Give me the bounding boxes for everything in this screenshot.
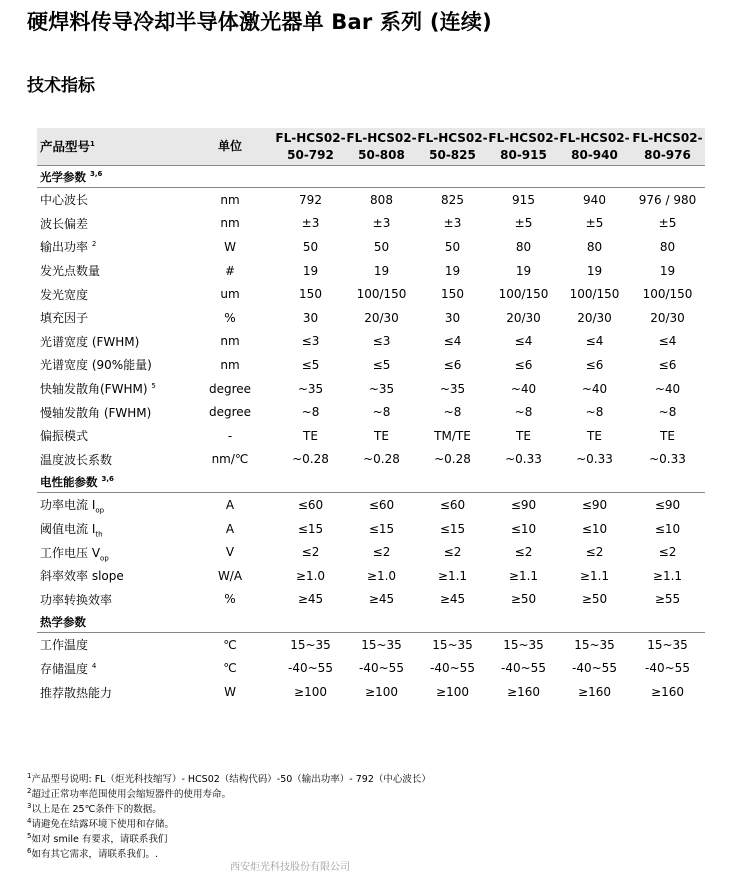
param-value: 100/150 — [498, 287, 549, 302]
param-name: 温度波长系数 — [40, 452, 113, 467]
param-value: 150 — [299, 287, 322, 302]
param-value: 808 — [370, 192, 393, 207]
param-value: ~35 — [297, 381, 324, 396]
param-value: ≥100 — [436, 685, 469, 700]
param-value: 20/30 — [577, 310, 612, 325]
param-value: ≤5 — [301, 357, 320, 372]
param-footnote: 4 — [91, 661, 97, 670]
param-value: ≤6 — [514, 357, 533, 372]
section-row — [37, 471, 705, 493]
param-value: TE — [374, 428, 389, 443]
param-value: ≤10 — [654, 521, 681, 536]
param-value: ≤6 — [585, 357, 604, 372]
model-code-line1: FL-HCS02- — [559, 130, 630, 145]
table-row — [37, 633, 705, 657]
param-value: 792 — [299, 192, 322, 207]
table-row — [37, 212, 705, 236]
param-value: ±5 — [585, 216, 604, 231]
footnote-text: 如对 smile 有要求，请联系我们 — [31, 834, 168, 845]
param-value: ≥160 — [507, 685, 540, 700]
model-code-line1: FL-HCS02- — [275, 130, 346, 145]
param-value: TE — [587, 428, 602, 443]
param-value: ~40 — [510, 381, 537, 396]
model-code-line2: 80-976 — [644, 147, 691, 162]
spec-table-header — [37, 128, 705, 166]
param-value: ≤10 — [510, 521, 537, 536]
param-value: ≤4 — [514, 334, 533, 349]
param-unit: W — [224, 239, 236, 254]
param-value: ~0.33 — [649, 452, 686, 467]
param-value: ~0.28 — [434, 452, 471, 467]
param-value: ~8 — [372, 405, 391, 420]
param-value: ≤90 — [581, 497, 608, 512]
param-value: 80 — [586, 239, 603, 254]
param-value: -40~55 — [572, 661, 617, 676]
param-value: ≤2 — [443, 545, 462, 560]
param-unit: ℃ — [223, 661, 237, 676]
param-name: 工作电压 $V_{op}$ — [40, 545, 109, 562]
header-model-5 — [559, 128, 630, 166]
model-code-line1: FL-HCS02- — [346, 130, 417, 145]
param-subscript: op — [100, 554, 109, 562]
param-value: ~8 — [443, 405, 462, 420]
footnote-line — [27, 817, 431, 832]
param-name: 斜率效率 slope — [40, 569, 124, 584]
param-value: ±3 — [372, 216, 391, 231]
section-heading-specs: 技术指标 — [27, 76, 95, 96]
param-value: 19 — [659, 263, 676, 278]
param-value: ≤10 — [581, 521, 608, 536]
spec-table — [37, 128, 705, 704]
param-unit: % — [224, 592, 236, 607]
table-row — [37, 259, 705, 283]
param-name: 光谱宽度 (FWHM) — [40, 334, 140, 349]
section-row — [37, 166, 705, 188]
param-value: ≥1.1 — [579, 568, 610, 583]
section-footnote: 3,6 — [90, 169, 103, 178]
param-value: -40~55 — [645, 661, 690, 676]
param-value: ≥55 — [654, 592, 681, 607]
model-code-line1: FL-HCS02- — [417, 130, 488, 145]
param-value: 976 / 980 — [638, 192, 697, 207]
param-name: 快轴发散角(FWHM) $^5$ — [40, 382, 156, 397]
header-model-3 — [417, 128, 488, 166]
param-value: 15~35 — [432, 637, 473, 652]
param-value: ±5 — [658, 216, 677, 231]
spec-table-body — [37, 166, 705, 704]
param-unit: A — [225, 497, 235, 512]
param-name: 功率电流 $I_{op}$ — [40, 498, 105, 515]
param-value: 15~35 — [361, 637, 402, 652]
table-row — [37, 353, 705, 377]
param-value: 19 — [515, 263, 532, 278]
table-row — [37, 588, 705, 612]
param-value: ≤15 — [297, 521, 324, 536]
param-unit: W/A — [217, 568, 243, 583]
table-row — [37, 448, 705, 472]
param-value: ~35 — [439, 381, 466, 396]
param-name: 中心波长 — [40, 193, 89, 208]
footnote-number: 3 — [27, 801, 32, 810]
param-value: ≤2 — [658, 545, 677, 560]
param-unit: - — [227, 428, 233, 443]
footnote-text: 以上是在 25℃条件下的数据。 — [31, 804, 162, 815]
footnote-line — [27, 802, 431, 817]
param-value: 30 — [302, 310, 319, 325]
param-value: ~0.33 — [505, 452, 542, 467]
param-unit: nm/℃ — [211, 452, 249, 467]
param-value: ±3 — [443, 216, 462, 231]
footnote-number: 2 — [27, 786, 32, 795]
footnote-number: 6 — [27, 846, 32, 855]
header-model-footnote: 1 — [90, 139, 95, 148]
param-value: ≤60 — [297, 497, 324, 512]
param-unit: degree — [208, 381, 252, 396]
param-unit: nm — [220, 192, 240, 207]
table-row — [37, 424, 705, 448]
param-unit: V — [225, 545, 235, 560]
param-unit: nm — [220, 357, 240, 372]
param-unit: degree — [208, 405, 252, 420]
param-value: 20/30 — [650, 310, 685, 325]
param-name: 存储温度 $^4$ — [40, 661, 97, 676]
param-value: 15~35 — [647, 637, 688, 652]
param-unit: nm — [220, 216, 240, 231]
param-name: 功率转换效率 — [40, 592, 113, 607]
model-code-line2: 50-792 — [287, 147, 334, 162]
param-name: 发光点数量 — [40, 264, 101, 279]
param-subscript: op — [95, 506, 105, 515]
param-value: 915 — [512, 192, 535, 207]
model-code-line2: 50-825 — [429, 147, 476, 162]
param-value: ≥100 — [365, 685, 398, 700]
footnote-line — [27, 772, 431, 787]
footnote-line — [27, 847, 431, 862]
footnote-line — [27, 832, 431, 847]
param-value: 15~35 — [503, 637, 544, 652]
table-row — [37, 564, 705, 588]
footnote-number: 4 — [27, 816, 32, 825]
param-value: ~0.33 — [576, 452, 613, 467]
table-row — [37, 282, 705, 306]
footnote-text: 请避免在结露环境下使用和存储。 — [31, 819, 174, 830]
param-value: ~0.28 — [292, 452, 329, 467]
param-value: ≥50 — [510, 592, 537, 607]
section-title: 热学参数 — [37, 611, 705, 633]
header-model-4 — [488, 128, 559, 166]
footnote-text: 如有其它需求，请联系我们。. — [31, 849, 158, 860]
header-unit-label: 单位 — [185, 128, 275, 166]
param-value: ≤2 — [514, 545, 533, 560]
table-row — [37, 400, 705, 424]
param-value: ≥160 — [578, 685, 611, 700]
section-title: 光学参数 $^{3,6}$ — [37, 166, 705, 188]
param-value: ≤3 — [301, 334, 320, 349]
param-value: 15~35 — [574, 637, 615, 652]
param-value: ≤90 — [510, 497, 537, 512]
param-value: ~8 — [658, 405, 677, 420]
param-value: 80 — [515, 239, 532, 254]
table-row — [37, 657, 705, 681]
section-footnote: 3,6 — [101, 474, 114, 483]
param-value: ≥1.0 — [295, 568, 326, 583]
footnote-text: 产品型号说明: FL（炬光科技缩写）- HCS02（结构代码）-50（输出功率）- 792（中心波长） — [31, 774, 431, 785]
footer-cut-text: 西安炬光科技股份有限公司 — [230, 862, 350, 873]
param-value: 150 — [441, 287, 464, 302]
param-value: ≤15 — [368, 521, 395, 536]
footnote-number: 1 — [27, 771, 32, 780]
param-value: ≤6 — [658, 357, 677, 372]
param-value: 50 — [302, 239, 319, 254]
param-value: 19 — [586, 263, 603, 278]
param-value: 50 — [373, 239, 390, 254]
table-row — [37, 188, 705, 212]
param-value: ≤6 — [443, 357, 462, 372]
param-value: ±5 — [514, 216, 533, 231]
table-row — [37, 680, 705, 704]
param-value: -40~55 — [430, 661, 475, 676]
param-name: 光谱宽度 (90%能量) — [40, 358, 152, 373]
param-value: ~40 — [654, 381, 681, 396]
param-value: ≥1.1 — [508, 568, 539, 583]
param-value: ≥1.0 — [366, 568, 397, 583]
document-title: 硬焊料传导冷却半导体激光器单 Bar 系列 (连续) — [27, 10, 492, 34]
model-code-line2: 80-940 — [571, 147, 618, 162]
footnote-number: 5 — [27, 831, 32, 840]
param-unit: % — [224, 310, 236, 325]
param-value: ≤2 — [301, 545, 320, 560]
param-value: ≥1.1 — [652, 568, 683, 583]
param-value: 19 — [373, 263, 390, 278]
param-value: ≤60 — [368, 497, 395, 512]
header-model-6 — [630, 128, 705, 166]
param-value: ≥100 — [294, 685, 327, 700]
table-row — [37, 377, 705, 401]
param-unit: nm — [220, 334, 240, 349]
param-unit: um — [220, 287, 240, 302]
param-footnote: 5 — [151, 382, 156, 391]
param-value: 15~35 — [290, 637, 331, 652]
param-value: ≥50 — [581, 592, 608, 607]
param-value: 100/150 — [569, 287, 620, 302]
table-row — [37, 540, 705, 564]
param-value: ~8 — [585, 405, 604, 420]
model-code-line1: FL-HCS02- — [632, 130, 703, 145]
param-value: ≥1.1 — [437, 568, 468, 583]
param-value: ≥160 — [651, 685, 684, 700]
param-name: 工作温度 — [40, 638, 89, 653]
param-value: 100/150 — [642, 287, 693, 302]
param-value: -40~55 — [359, 661, 404, 676]
param-value: 30 — [444, 310, 461, 325]
header-model-label: 产品型号$^1$ — [37, 128, 185, 166]
param-value: ≥45 — [439, 592, 466, 607]
param-name: 阈值电流 $I_{th}$ — [40, 522, 103, 539]
param-unit: A — [225, 521, 235, 536]
param-subscript: th — [95, 530, 103, 539]
footnote-line — [27, 787, 431, 802]
param-value: 825 — [441, 192, 464, 207]
param-value: -40~55 — [288, 661, 333, 676]
param-value: ≤15 — [439, 521, 466, 536]
table-row — [37, 493, 705, 517]
section-row — [37, 611, 705, 633]
param-value: ≤90 — [654, 497, 681, 512]
footnotes — [27, 772, 431, 862]
param-value: TE — [516, 428, 531, 443]
param-value: ≤4 — [585, 334, 604, 349]
param-value: ≤2 — [585, 545, 604, 560]
table-row — [37, 517, 705, 541]
param-unit: ℃ — [223, 637, 237, 652]
param-unit: # — [224, 263, 236, 278]
param-value: TM/TE — [434, 428, 471, 443]
param-value: ~0.28 — [363, 452, 400, 467]
param-value: ±3 — [301, 216, 320, 231]
param-name: 发光宽度 — [40, 287, 89, 302]
header-model-1 — [275, 128, 346, 166]
model-code-line1: FL-HCS02- — [488, 130, 559, 145]
param-value: 100/150 — [356, 287, 407, 302]
header-model-2 — [346, 128, 417, 166]
param-value: 19 — [444, 263, 461, 278]
param-value: ~35 — [368, 381, 395, 396]
param-name: 波长偏差 — [40, 216, 89, 231]
param-name: 偏振模式 — [40, 429, 89, 444]
param-value: TE — [660, 428, 675, 443]
param-value: ≥45 — [297, 592, 324, 607]
param-value: -40~55 — [501, 661, 546, 676]
param-value: ~8 — [514, 405, 533, 420]
param-value: ≤5 — [372, 357, 391, 372]
param-value: ≥45 — [368, 592, 395, 607]
section-title: 电性能参数 $^{3,6}$ — [37, 471, 705, 493]
param-name: 填充因子 — [40, 311, 89, 326]
param-name: 推荐散热能力 — [40, 685, 113, 700]
param-footnote: 2 — [91, 240, 97, 249]
table-row — [37, 330, 705, 354]
table-row — [37, 235, 705, 259]
param-value: ~8 — [301, 405, 320, 420]
param-value: 50 — [444, 239, 461, 254]
model-code-line2: 80-915 — [500, 147, 547, 162]
param-value: TE — [303, 428, 318, 443]
param-value: ~40 — [581, 381, 608, 396]
param-unit: W — [224, 685, 236, 700]
param-value: ≤3 — [372, 334, 391, 349]
param-value: ≤2 — [372, 545, 391, 560]
param-value: ≤4 — [443, 334, 462, 349]
footnote-text: 超过正常功率范围使用会缩短器件的使用寿命。 — [31, 789, 231, 800]
model-code-line2: 50-808 — [358, 147, 405, 162]
param-value: 80 — [659, 239, 676, 254]
param-value: ≤60 — [439, 497, 466, 512]
param-value: 20/30 — [364, 310, 399, 325]
table-row — [37, 306, 705, 330]
param-name: 慢轴发散角 (FWHM) — [40, 405, 152, 420]
param-name: 输出功率 $^2$ — [40, 240, 97, 255]
param-value: 940 — [583, 192, 606, 207]
param-value: 20/30 — [506, 310, 541, 325]
param-value: 19 — [302, 263, 319, 278]
param-value: ≤4 — [658, 334, 677, 349]
